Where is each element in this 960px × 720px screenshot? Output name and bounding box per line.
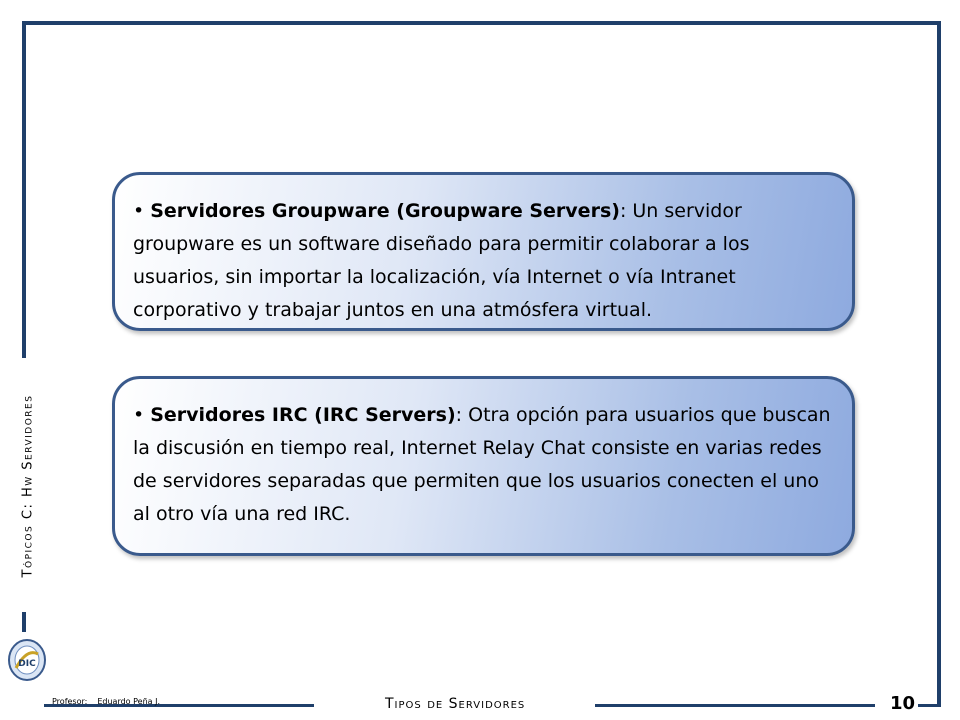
- frame-bottom-line-end: [918, 704, 941, 707]
- frame-right-line: [937, 21, 941, 707]
- frame-top-line: [22, 21, 941, 25]
- page-number: 10: [890, 693, 916, 714]
- card-body: : Un servidor groupware es un software diseñado para permitir colaborar a los usuarios, sin importar la localización, vía Internet o vía Intranet corporativo y trabajar juntos en una atmósfera virtual.: [133, 200, 750, 321]
- sidebar-title: Tópicos C: Hw Servidores: [20, 394, 36, 578]
- card-body: : Otra opción para usuarios que buscan la discusión en tiempo real, Internet Relay Chat consiste en varias redes de servidores separadas que permiten que los usuarios conecten el uno al otro vía una red IRC.: [133, 404, 831, 525]
- frame-left-line-upper: [22, 21, 26, 358]
- logo-icon: [6, 638, 48, 684]
- profesor-name: Eduardo Peña J.: [97, 697, 160, 706]
- footer-title: Tipos de Servidores: [385, 696, 526, 712]
- profesor-credit: [52, 697, 160, 706]
- card-heading: Servidores IRC (IRC Servers): [150, 404, 456, 426]
- profesor-label: Profesor:: [52, 697, 88, 706]
- card-text: [133, 195, 834, 327]
- content-card-groupware: [112, 172, 855, 331]
- card-text: [133, 399, 834, 531]
- content-card-irc: [112, 376, 855, 556]
- card-heading: Servidores Groupware (Groupware Servers): [150, 200, 620, 222]
- logo-text: DIC: [18, 659, 36, 669]
- frame-bottom-line-right: [595, 704, 875, 707]
- frame-left-line-lower: [22, 612, 26, 632]
- bullet-icon: •: [133, 200, 145, 222]
- bullet-icon: •: [133, 404, 145, 426]
